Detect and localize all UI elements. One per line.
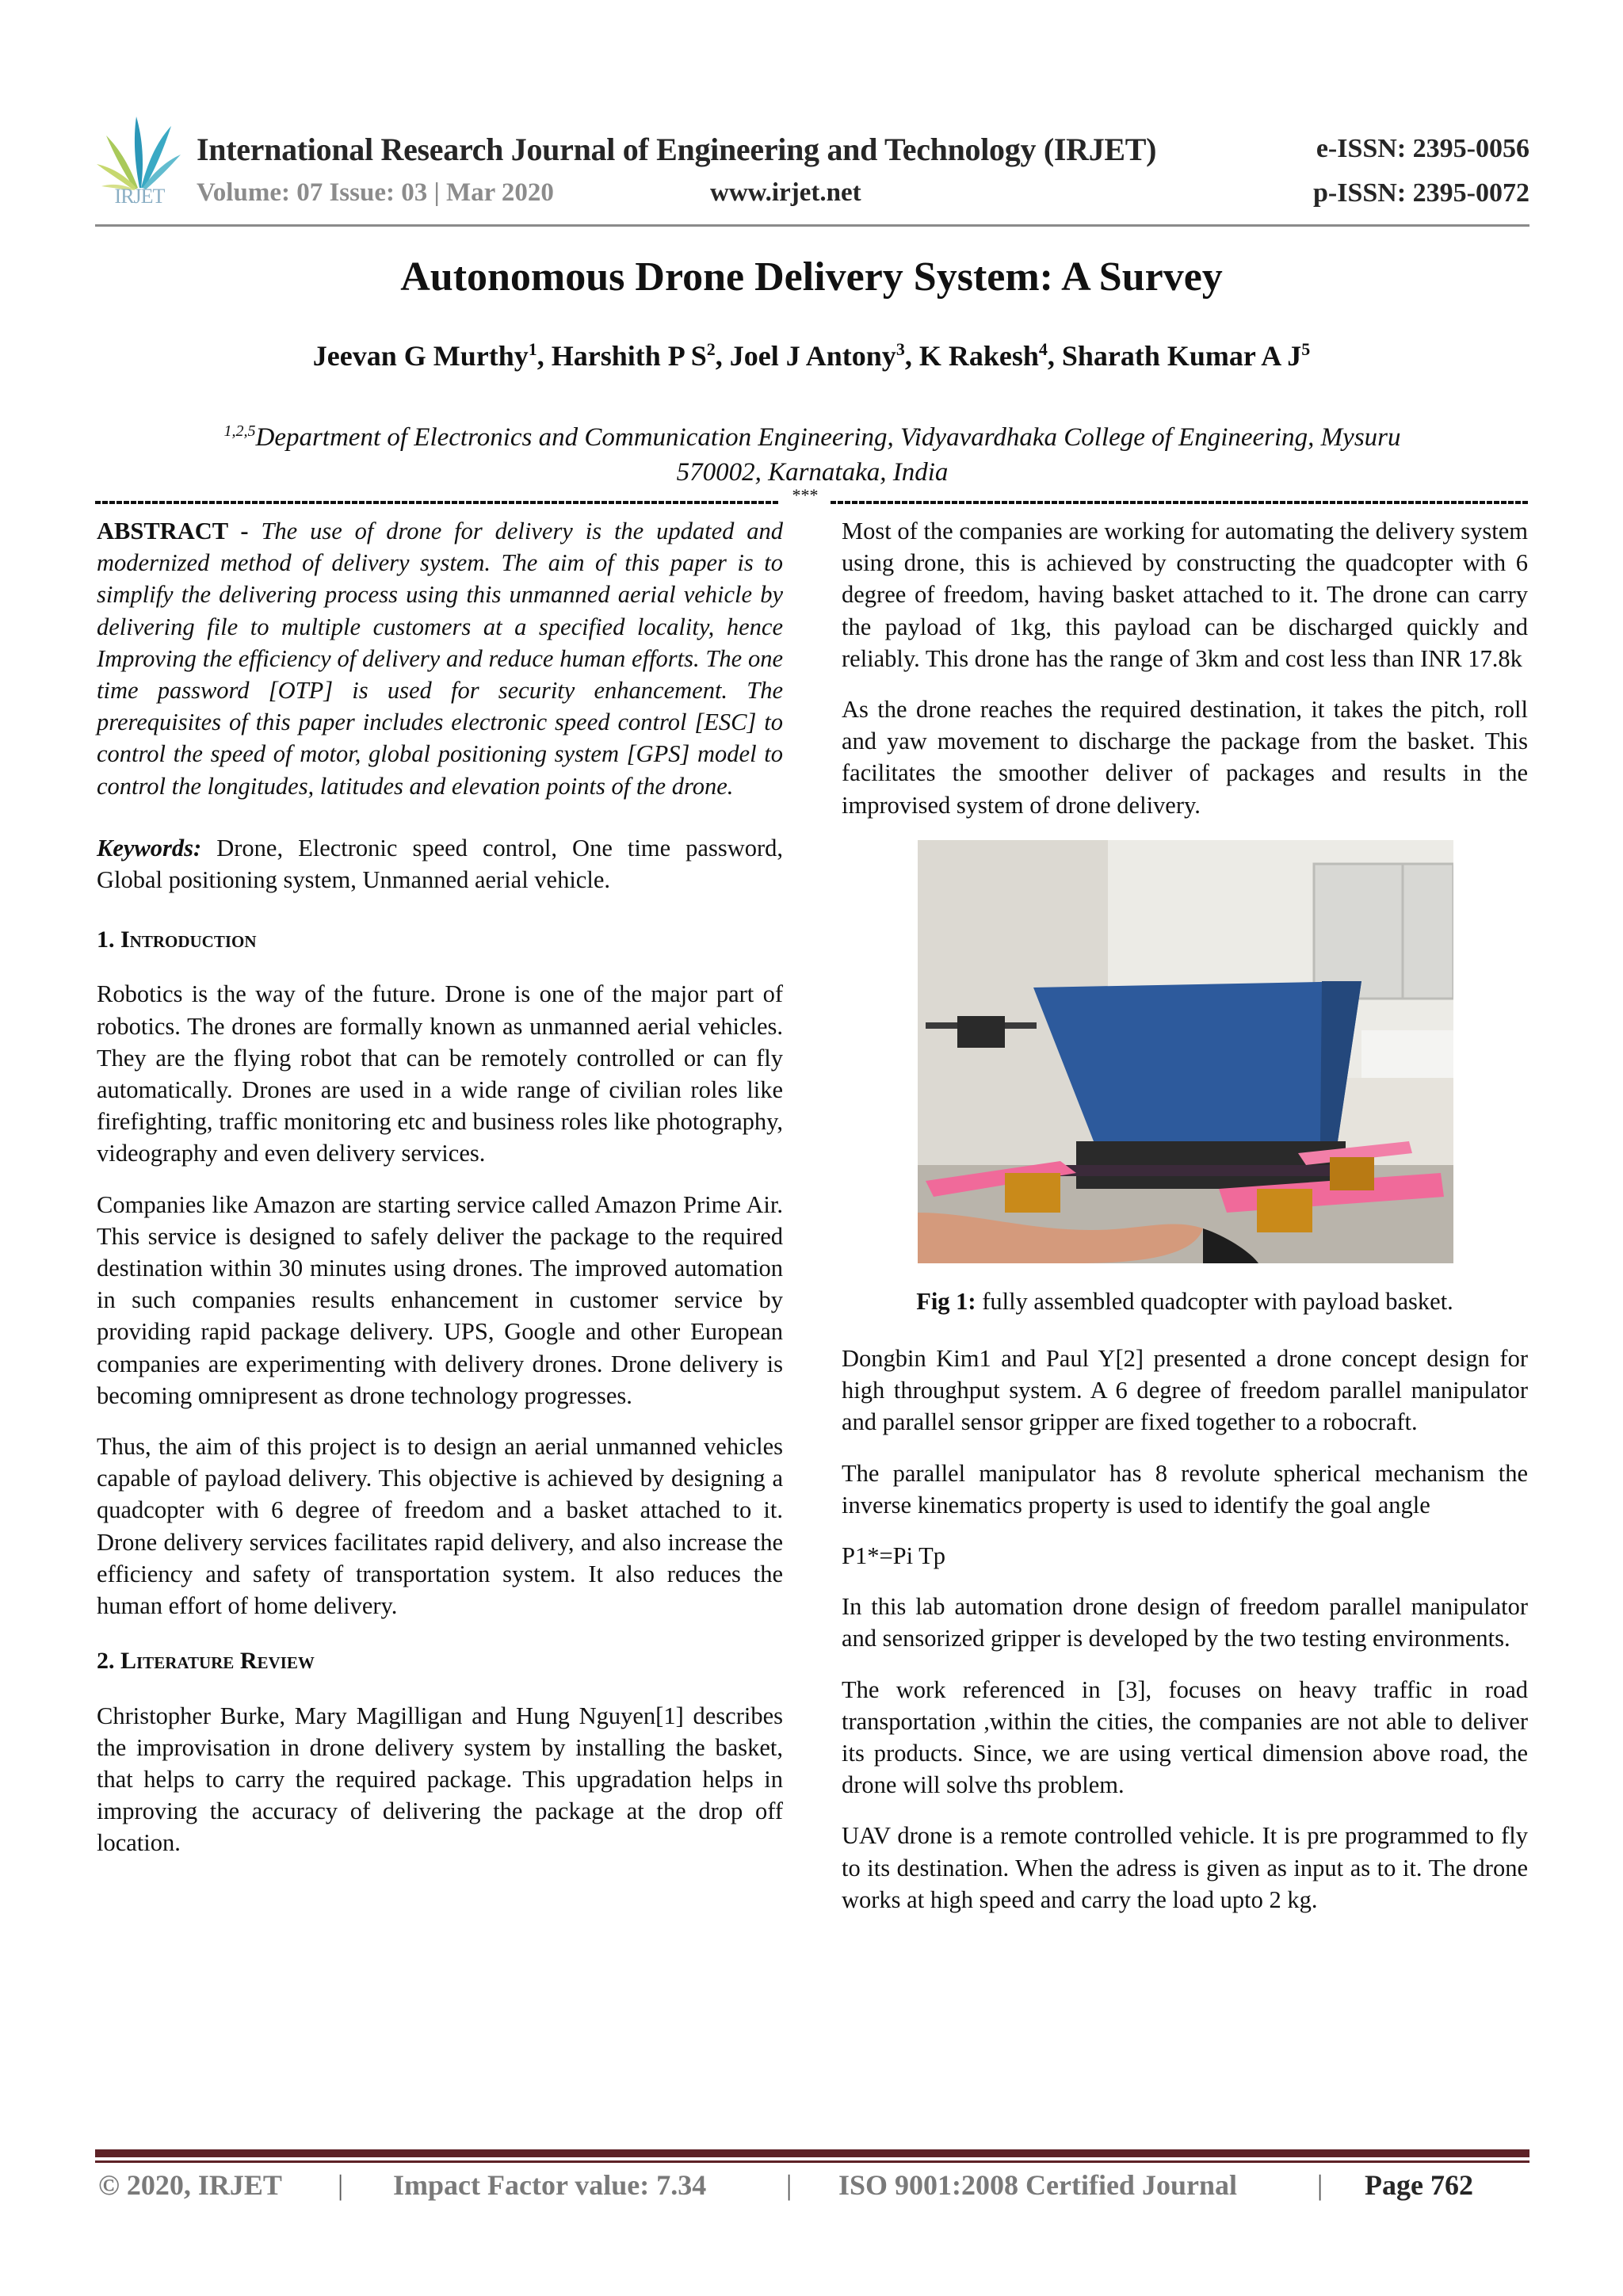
title-separator — [95, 487, 1529, 510]
figure-caption — [842, 1286, 1528, 1317]
footer-divider: | — [338, 2169, 344, 2201]
footer-divider: | — [786, 2169, 792, 2201]
right-paragraph-3: Dongbin Kim1 and Paul Y[2] presented a drone concept design for high throughput system. A 6 degree of freedom parallel manipulator and parallel sensor gripper are fixed together to a robocraft. — [842, 1345, 1528, 1436]
author-affil: 4 — [1038, 339, 1048, 359]
literature-paragraph-1: Christopher Burke, Mary Magilligan and Hung Nguyen[1] describes the improvisation in drone delivery system by installing the basket, that helps to carry the required package. This upgradation helps in improving the accuracy of delivering the package at the drop off location. — [97, 1702, 783, 1857]
keywords-label: Keywords: — [97, 834, 202, 861]
affiliation — [103, 414, 1522, 490]
author-affil: 1 — [528, 339, 537, 359]
intro-paragraph-2: Companies like Amazon are starting service called Amazon Prime Air. This service is designed to safely deliver the package to the required destination within 30 minutes using drones. The improved automation in such companies results enhancement in customer service by providing rapid package delivery. UPS, Google and other European companies are experimenting with delivery drones. Drone delivery is becoming omnipresent as drone technology progresses. — [97, 1190, 783, 1409]
left-column — [97, 515, 783, 1878]
logo-text: IRJET — [114, 185, 165, 208]
page-footer — [98, 2168, 1533, 2208]
section-heading-literature-review: 2. Literature Review — [97, 1648, 315, 1675]
right-paragraph-7: UAV drone is a remote controlled vehicle. It is pre programmed to fly to its destination. When the adress is given as input as to it. The drone works at high speed and carry the load upto 2 kg. — [842, 1822, 1528, 1913]
author-comma: , — [904, 340, 919, 372]
right-paragraph-1: Most of the companies are working for automating the delivery system using drone, this is achieved by constructing the quadcopter with 6 degree of freedom, having basket attached to it. The drone can carry the payload of 1kg, this payload can be discharged quickly and reliably. This drone has the range of 3km and cost less than INR 17.8k — [842, 518, 1528, 672]
footer-impact-factor: Impact Factor value: 7.34 — [393, 2169, 707, 2201]
paper-title: Autonomous Drone Delivery System: A Survey — [400, 254, 1223, 300]
footer-divider: | — [1317, 2169, 1323, 2201]
journal-header — [95, 115, 1529, 226]
right-paragraph-4: The parallel manipulator has 8 revolute spherical mechanism the inverse kinematics property is used to identify the goal angle — [842, 1459, 1528, 1519]
author-name: Harshith P S — [551, 340, 707, 372]
affiliation-line2: 570002, Karnataka, India — [676, 458, 949, 487]
p-issn: p-ISSN: 2395-0072 — [1313, 178, 1529, 208]
footer-copyright: © 2020, IRJET — [98, 2169, 282, 2201]
affiliation-marker: 1,2,5 — [223, 422, 256, 440]
dashed-rule-left — [95, 501, 780, 504]
volume-issue: Volume: 07 Issue: 03 | Mar 2020 — [197, 178, 554, 207]
author-name: K Rakesh — [918, 340, 1039, 372]
keywords-text: Drone, Electronic speed control, One time password, Global positioning system, Unmanned aerial vehicle. — [97, 834, 783, 894]
keywords — [97, 832, 783, 896]
author-name: Sharath Kumar A J — [1061, 340, 1302, 372]
figure-caption-label: Fig 1: — [916, 1287, 976, 1315]
author-affil: 2 — [706, 339, 716, 359]
journal-title: International Research Journal of Engineering and Technology (IRJET) — [197, 132, 1157, 167]
abstract-label: ABSTRACT - — [97, 518, 262, 544]
irjet-logo — [95, 115, 184, 218]
author-affil: 3 — [896, 339, 905, 359]
intro-paragraph-1: Robotics is the way of the future. Drone is one of the major part of robotics. The drones are formally known as unmanned aerial vehicles. They are the flying robot that can be remotely controlled or can fly automatically. Drones are used in a wide range of civilian roles like firefighting, traffic monitoring etc and business roles like photography, videography and even delivery services. — [97, 980, 783, 1167]
footer-iso-certification: ISO 9001:2008 Certified Journal — [838, 2169, 1237, 2201]
equation: P1*=Pi Tp — [842, 1542, 946, 1570]
right-paragraph-5: In this lab automation drone design of freedom parallel manipulator and sensorized gripper is developed by the two testing environments. — [842, 1593, 1528, 1652]
header-divider — [95, 224, 1529, 227]
right-paragraph-2: As the drone reaches the required destination, it takes the pitch, roll and yaw movement to discharge the package from the basket. This facilitates the smoother deliver of packages and results in the improvised system of drone delivery. — [842, 696, 1528, 819]
author-name: Jeevan G Murthy — [312, 340, 529, 372]
author-comma: , — [537, 340, 552, 372]
right-column — [842, 515, 1528, 1935]
separator-stars: *** — [792, 485, 819, 505]
dashed-rule-right — [831, 501, 1529, 504]
author-comma: , — [715, 340, 730, 372]
leaf-logo-icon — [95, 115, 184, 190]
author-comma: , — [1047, 340, 1062, 372]
quadcopter-photo-image — [918, 840, 1453, 1263]
affiliation-line1: Department of Electronics and Communication Engineering, Vidyavardhaka College of Engineering, Mysuru — [255, 423, 1401, 452]
abstract — [97, 515, 783, 802]
abstract-text: The use of drone for delivery is the updated and modernized method of delivery system. The aim of this paper is to simplify the delivering process using this unmanned aerial vehicle by delivering file to multiple customers at a specified locality, hence Improving the efficiency of delivery and reduce human efforts. The one time password [OTP] is used for security enhancement. The prerequisites of this paper includes electronic speed control [ESC] to control the speed of motor, global positioning system [GPS] model to control the longitudes, latitudes and elevation points of the drone. — [97, 518, 783, 800]
right-paragraph-6: The work referenced in [3], focuses on heavy traffic in road transportation ,within the cities, the companies are not able to deliver its products. Since, we are using vertical dimension above road, the drone will solve ths problem. — [842, 1675, 1528, 1799]
figure-quadcopter-photo — [918, 840, 1453, 1263]
footer-bar-thin — [95, 2160, 1529, 2163]
intro-paragraph-3: Thus, the aim of this project is to design an aerial unmanned vehicles capable of payload delivery. This objective is achieved by designing a quadcopter with 6 degree of freedom and a basket attached to it. Drone delivery services facilitates rapid delivery, and also increase the efficiency and safety of transportation system. It also reduces the human effort of home delivery. — [97, 1433, 783, 1620]
e-issn: e-ISSN: 2395-0056 — [1316, 134, 1529, 163]
author-affil: 5 — [1301, 339, 1311, 359]
section-heading-introduction: 1. Introduction — [97, 926, 257, 953]
footer-bar-thick — [95, 2149, 1529, 2157]
figure-caption-text: fully assembled quadcopter with payload basket. — [976, 1287, 1453, 1315]
footer-page-number: Page 762 — [1365, 2169, 1473, 2201]
journal-website-link[interactable]: www.irjet.net — [710, 178, 861, 207]
author-list — [0, 339, 1623, 372]
author-name: Joel J Antony — [729, 340, 896, 372]
